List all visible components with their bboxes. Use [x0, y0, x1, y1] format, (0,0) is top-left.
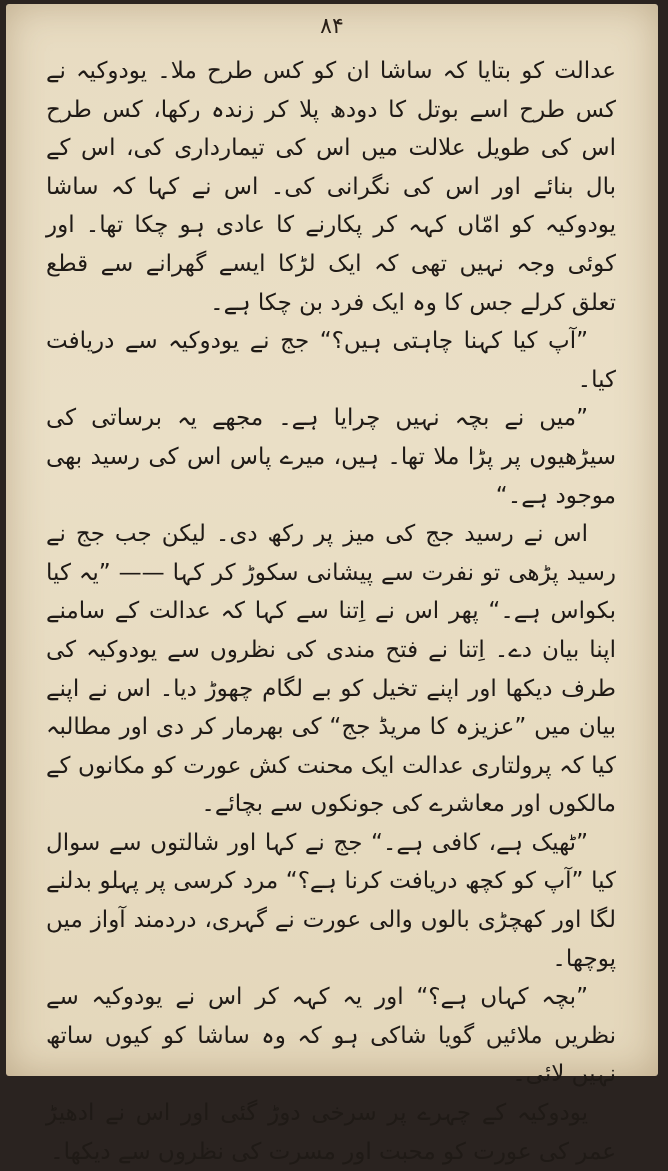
page-number: ۸۴: [320, 14, 344, 39]
paragraph-judge-enough: ”ٹھیک ہے، کافی ہے۔“ جج نے کہا اور شالتوں سے سوال کیا ”آپ کو کچھ دریافت کرنا ہے؟“ مرد کرسی پر پہلو بدلنے لگا اور کھچڑی بالوں والی عورت نے گہری، دردمند آواز میں پوچھا۔: [46, 829, 616, 972]
paragraph-yudokiya-reply: ”میں نے بچہ نہیں چرایا ہے۔ مجھے یہ برساتی کی سیڑھیوں پر پڑا ملا تھا۔ ہیں، میرے پاس اس کی رسید بھی موجود ہے۔“: [46, 405, 616, 509]
paragraph-where-child: ”بچہ کہاں ہے؟“ اور یہ کہہ کر اس نے یودوکیہ سے نظریں ملائیں گویا شاکی ہو کہ وہ ساشا کو کیوں ساتھ نہیں لائی۔: [46, 984, 616, 1088]
paragraph-receipt: اس نے رسید جج کی میز پر رکھ دی۔ لیکن جب جج نے رسید پڑھی تو نفرت سے پیشانی سکوڑ کر کہا —— ”یہ کیا بکواس ہے۔“ پھر اس نے اِتنا سے کہا کہ عدالت کے سامنے اپنا بیان دے۔ اِتنا نے فتح مندی کی نظروں سے یودوکیہ کی طرف دیکھا اور اپنے تخیل کو بے لگام چھوڑ دیا۔ اس نے اپنے بیان میں ”عزیزہ کا مریڈ جج“ کی بھرمار کر دی اور مطالبہ کیا کہ پرولتاری عدالت ایک محنت کش عورت کو مکانوں کے مالکوں اور معاشرے کی جونکوں سے بچائے۔: [46, 521, 616, 818]
paragraph-judge-question: ”آپ کیا کہنا چاہتی ہیں؟“ جج نے یودوکیہ سے دریافت کیا۔: [46, 328, 616, 393]
page-body-text: [46, 52, 616, 1171]
paragraph-court-account: عدالت کو بتایا کہ ساشا ان کو کس طرح ملا۔ یودوکیہ نے کس طرح اسے بوتل کا دودھ پلا کر زندہ رکھا، کس طرح اس کی طویل علالت میں اس کی تیمارداری کی، اس کے بال بنائے اور اس کی نگرانی کی۔ اس نے کہا کہ ساشا یودوکیہ کو امّاں کہہ کر پکارنے کا عادی ہو چکا تھا۔ اور کوئی وجہ نہیں تھی کہ ایک لڑکا ایسے گھرانے سے قطع تعلق کرلے جس کا وہ ایک فرد بن چکا ہے۔: [46, 58, 616, 316]
book-page: [6, 4, 658, 1165]
paragraph-yudokiya-blush: یودوکیہ کے چہرے پر سرخی دوڑ گئی اور اس نے ادھیڑ عمر کی عورت کو محبت اور مسرت کی نظروں سے دیکھا۔: [46, 1100, 616, 1165]
